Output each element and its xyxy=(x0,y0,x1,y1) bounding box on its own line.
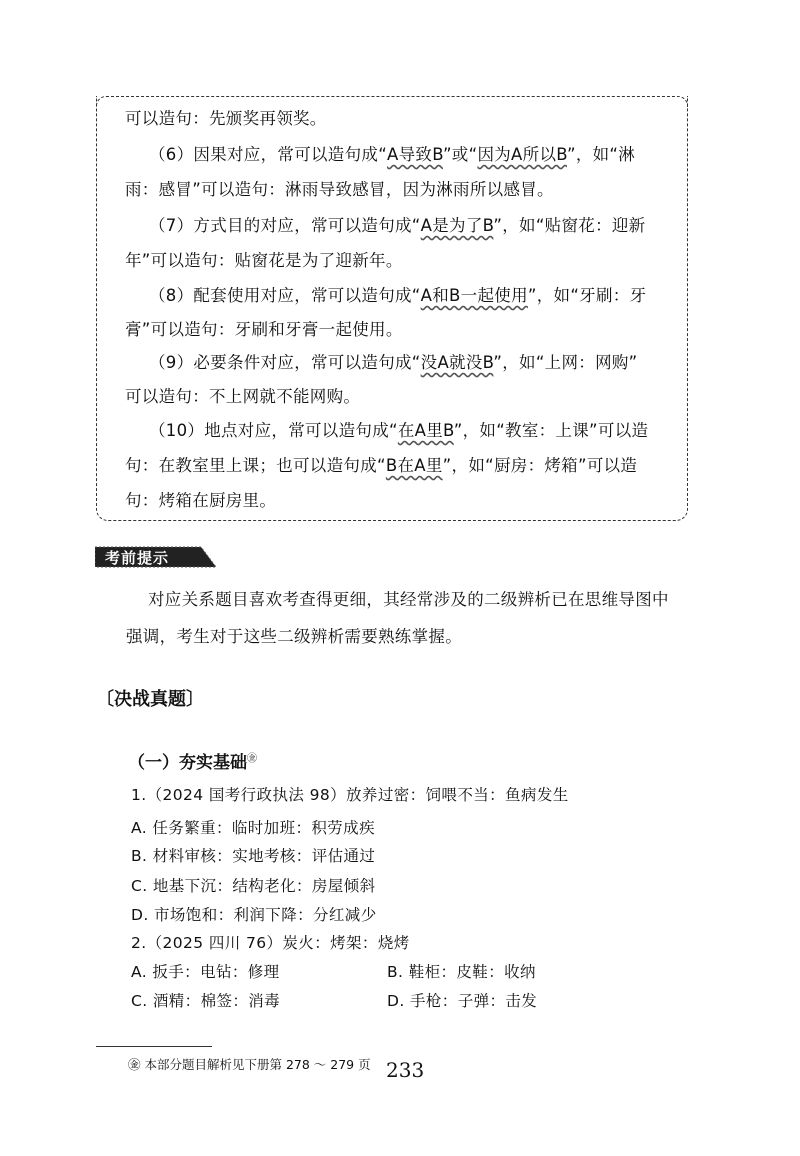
question-1-option-b: B. 材料审核：实地考核：评估通过 xyxy=(131,847,376,865)
emphasized-pattern: A和B一起使用 xyxy=(420,286,528,305)
note-line xyxy=(125,320,403,340)
note-text: ”，如“上网：网购” xyxy=(493,353,638,372)
tips-banner-label: 考前提示 xyxy=(105,549,170,567)
note-box-top-border xyxy=(96,96,688,107)
note-line xyxy=(149,421,648,441)
note-line xyxy=(149,216,645,236)
note-text: 可以造句：先颁奖再领奖。 xyxy=(125,109,327,128)
note-line xyxy=(125,456,637,476)
note-line xyxy=(125,251,403,271)
note-line xyxy=(149,353,638,373)
note-text: ”，如“牙刷：牙 xyxy=(527,286,647,305)
note-text: ”，如“厨房：烤箱”可以造 xyxy=(442,456,638,475)
note-line xyxy=(125,180,554,200)
note-text: 膏”可以造句：牙刷和牙膏一起使用。 xyxy=(125,320,403,339)
emphasized-pattern: 在A里B xyxy=(397,421,454,440)
note-text: （8）配套使用对应，常可以造句成“ xyxy=(149,286,421,305)
footnote-rule xyxy=(96,1046,212,1047)
note-text: 句：在教室里上课；也可以造句成“ xyxy=(125,456,386,475)
note-text: （10）地点对应，常可以造句成“ xyxy=(149,421,398,440)
note-text: 雨：感冒”可以造句：淋雨导致感冒，因为淋雨所以感冒。 xyxy=(125,180,554,199)
subsection-title xyxy=(128,748,257,773)
note-text: 可以造句：不上网就不能网购。 xyxy=(125,387,361,406)
tips-paragraph-line-2: 强调，考生对于这些二级辨析需要熟练掌握。 xyxy=(126,627,462,646)
note-text: （6）因果对应，常可以造句成“ xyxy=(149,145,388,164)
note-line xyxy=(149,145,635,165)
tips-banner xyxy=(95,545,217,569)
note-text: ”，如“教室：上课”可以造 xyxy=(453,421,649,440)
question-1-option-d: D. 市场饱和：利润下降：分红减少 xyxy=(131,906,377,924)
emphasized-pattern: 因为A所以B xyxy=(477,145,567,164)
note-line xyxy=(125,387,360,407)
note-text: ”，如“贴窗花：迎新 xyxy=(493,216,646,235)
question-2-option-c: C. 酒精：棉签：消毒 xyxy=(131,992,281,1010)
note-text: ”，如“淋 xyxy=(566,145,636,164)
question-1-option-a: A. 任务繁重：临时加班：积劳成疾 xyxy=(131,819,375,837)
tips-paragraph-line-1: 对应关系题目喜欢考查得更细，其经常涉及的二级辨析已在思维导图中 xyxy=(148,590,669,609)
footnote-mark-icon: ㊎ xyxy=(247,753,257,765)
section-title: 〔决战真题〕 xyxy=(96,689,204,710)
note-text: ”或“ xyxy=(442,145,478,164)
note-text: （7）方式目的对应，常可以造句成“ xyxy=(149,216,421,235)
emphasized-pattern: B在A里 xyxy=(385,456,443,475)
question-2-option-a: A. 扳手：电钻：修理 xyxy=(131,963,280,981)
note-text: （9）必要条件对应，常可以造句成“ xyxy=(149,353,421,372)
note-line xyxy=(125,109,327,129)
question-2-option-b: B. 鞋柜：皮鞋：收纳 xyxy=(387,963,536,981)
emphasized-pattern: A是为了B xyxy=(420,216,494,235)
note-text: 句：烤箱在厨房里。 xyxy=(125,491,277,510)
question-1-stem: 1.（2024 国考行政执法 98）放养过密：饲喂不当：鱼病发生 xyxy=(131,786,569,804)
question-1-option-c: C. 地基下沉：结构老化：房屋倾斜 xyxy=(131,877,376,895)
question-2-option-d: D. 手枪：子弹：击发 xyxy=(387,992,538,1010)
emphasized-pattern: A导致B xyxy=(387,145,443,164)
note-box xyxy=(96,96,688,521)
footnote: ㊎ 本部分题目解析见下册第 278 ～ 279 页 xyxy=(128,1057,371,1072)
note-text: 年”可以造句：贴窗花是为了迎新年。 xyxy=(125,251,403,270)
subsection-title-text: （一）夯实基础 xyxy=(128,753,247,773)
question-2-stem: 2.（2025 四川 76）炭火：烤架：烧烤 xyxy=(131,934,410,952)
emphasized-pattern: 没A就没B xyxy=(420,353,494,372)
note-line xyxy=(125,491,276,511)
note-line xyxy=(149,286,646,306)
page-number: 233 xyxy=(386,1058,425,1082)
